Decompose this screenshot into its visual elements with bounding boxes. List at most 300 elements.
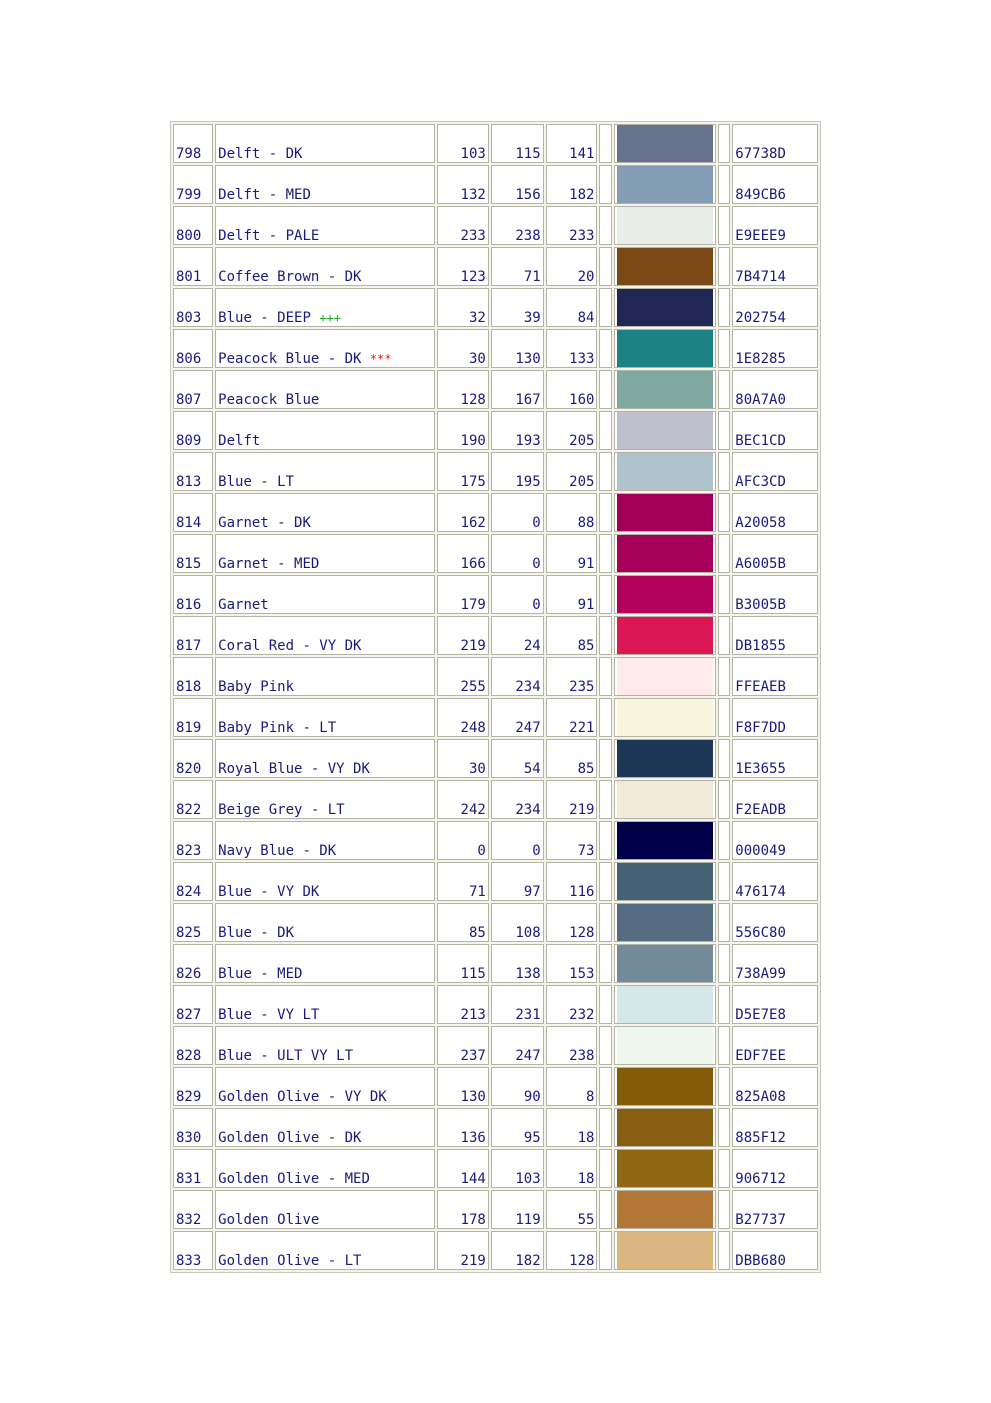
hex-code: BEC1CD (732, 411, 818, 450)
color-name-cell (215, 821, 435, 860)
thread-color-table-container (170, 121, 821, 1273)
spacer-cell (718, 821, 731, 860)
blue-value: 85 (546, 616, 598, 655)
color-name: Blue - VY DK (218, 884, 320, 900)
table-row (173, 1231, 818, 1270)
red-value: 30 (437, 739, 489, 778)
red-value: 32 (437, 288, 489, 327)
swatch-cell (614, 1067, 715, 1106)
spacer-cell (599, 862, 612, 901)
color-name: Blue - DEEP (218, 310, 311, 326)
spacer-cell (718, 165, 731, 204)
blue-value: 85 (546, 739, 598, 778)
green-value: 39 (491, 288, 544, 327)
thread-color-table (170, 121, 821, 1273)
green-value: 0 (491, 821, 544, 860)
green-value: 138 (491, 944, 544, 983)
color-name-cell (215, 493, 435, 532)
hex-code: DBB680 (732, 1231, 818, 1270)
swatch-cell (614, 903, 715, 942)
color-name: Navy Blue - DK (218, 843, 337, 859)
spacer-cell (718, 370, 731, 409)
color-name: Garnet - MED (218, 556, 320, 572)
blue-value: 18 (546, 1108, 598, 1147)
spacer-cell (599, 411, 612, 450)
thread-code: 820 (173, 739, 213, 778)
swatch-cell (614, 616, 715, 655)
red-value: 144 (437, 1149, 489, 1188)
swatch-cell (614, 780, 715, 819)
blue-value: 128 (546, 1231, 598, 1270)
spacer-cell (718, 1149, 731, 1188)
hex-code: 738A99 (732, 944, 818, 983)
color-name: Peacock Blue - DK (218, 351, 362, 367)
thread-code: 833 (173, 1231, 213, 1270)
green-value: 0 (491, 575, 544, 614)
red-asterisk-marker: *** (369, 352, 392, 366)
color-swatch (617, 781, 712, 818)
table-row (173, 944, 818, 983)
hex-code: AFC3CD (732, 452, 818, 491)
green-value: 108 (491, 903, 544, 942)
blue-value: 233 (546, 206, 598, 245)
spacer-cell (718, 411, 731, 450)
swatch-cell (614, 1026, 715, 1065)
table-row (173, 124, 818, 163)
spacer-cell (718, 1067, 731, 1106)
red-value: 115 (437, 944, 489, 983)
thread-code: 826 (173, 944, 213, 983)
spacer-cell (718, 329, 731, 368)
table-row (173, 411, 818, 450)
red-value: 233 (437, 206, 489, 245)
thread-code: 831 (173, 1149, 213, 1188)
blue-value: 235 (546, 657, 598, 696)
green-value: 97 (491, 862, 544, 901)
color-name: Royal Blue - VY DK (218, 761, 370, 777)
color-swatch (617, 576, 712, 613)
color-swatch (617, 863, 712, 900)
swatch-cell (614, 534, 715, 573)
color-name: Delft - DK (218, 146, 303, 162)
color-name: Golden Olive - LT (218, 1253, 362, 1269)
spacer-cell (599, 452, 612, 491)
blue-value: 205 (546, 452, 598, 491)
green-value: 130 (491, 329, 544, 368)
spacer-cell (718, 493, 731, 532)
table-row (173, 452, 818, 491)
spacer-cell (599, 739, 612, 778)
green-value: 71 (491, 247, 544, 286)
thread-code: 816 (173, 575, 213, 614)
thread-code: 830 (173, 1108, 213, 1147)
red-value: 130 (437, 1067, 489, 1106)
spacer-cell (599, 698, 612, 737)
color-name-cell (215, 534, 435, 573)
color-name: Blue - MED (218, 966, 303, 982)
spacer-cell (599, 534, 612, 573)
table-row (173, 780, 818, 819)
color-swatch (617, 822, 712, 859)
color-name-cell (215, 247, 435, 286)
red-value: 0 (437, 821, 489, 860)
swatch-cell (614, 493, 715, 532)
table-row (173, 370, 818, 409)
thread-code: 807 (173, 370, 213, 409)
hex-code: F2EADB (732, 780, 818, 819)
swatch-cell (614, 1108, 715, 1147)
table-row (173, 1067, 818, 1106)
thread-code: 809 (173, 411, 213, 450)
spacer-cell (718, 247, 731, 286)
thread-code: 823 (173, 821, 213, 860)
red-value: 219 (437, 1231, 489, 1270)
hex-code: EDF7EE (732, 1026, 818, 1065)
thread-code: 814 (173, 493, 213, 532)
color-name: Blue - ULT VY LT (218, 1048, 354, 1064)
hex-code: 476174 (732, 862, 818, 901)
color-swatch (617, 166, 712, 203)
color-name: Golden Olive (218, 1212, 320, 1228)
green-value: 54 (491, 739, 544, 778)
green-value: 119 (491, 1190, 544, 1229)
red-value: 162 (437, 493, 489, 532)
green-value: 156 (491, 165, 544, 204)
swatch-cell (614, 1149, 715, 1188)
blue-value: 73 (546, 821, 598, 860)
green-value: 115 (491, 124, 544, 163)
color-name-cell (215, 903, 435, 942)
color-name-cell (215, 165, 435, 204)
hex-code: FFEAEB (732, 657, 818, 696)
color-name: Golden Olive - MED (218, 1171, 370, 1187)
hex-code: 849CB6 (732, 165, 818, 204)
table-body (173, 124, 818, 1270)
spacer-cell (599, 1149, 612, 1188)
spacer-cell (718, 1190, 731, 1229)
swatch-cell (614, 1190, 715, 1229)
color-name: Beige Grey - LT (218, 802, 345, 818)
color-name: Coffee Brown - DK (218, 269, 362, 285)
hex-code: 885F12 (732, 1108, 818, 1147)
hex-code: A20058 (732, 493, 818, 532)
spacer-cell (718, 1108, 731, 1147)
color-name-cell (215, 985, 435, 1024)
color-name-cell (215, 698, 435, 737)
hex-code: F8F7DD (732, 698, 818, 737)
red-value: 128 (437, 370, 489, 409)
color-swatch (617, 248, 712, 285)
spacer-cell (599, 616, 612, 655)
thread-code: 832 (173, 1190, 213, 1229)
color-name: Blue - VY LT (218, 1007, 320, 1023)
spacer-cell (599, 493, 612, 532)
red-value: 219 (437, 616, 489, 655)
spacer-cell (718, 657, 731, 696)
spacer-cell (599, 944, 612, 983)
color-name-cell (215, 944, 435, 983)
green-value: 234 (491, 657, 544, 696)
color-name: Garnet (218, 597, 269, 613)
table-row (173, 493, 818, 532)
red-value: 255 (437, 657, 489, 696)
red-value: 103 (437, 124, 489, 163)
spacer-cell (599, 780, 612, 819)
spacer-cell (718, 1231, 731, 1270)
hex-code: 556C80 (732, 903, 818, 942)
red-value: 166 (437, 534, 489, 573)
swatch-cell (614, 862, 715, 901)
green-value: 247 (491, 1026, 544, 1065)
green-value: 238 (491, 206, 544, 245)
table-row (173, 862, 818, 901)
table-row (173, 698, 818, 737)
hex-code: D5E7E8 (732, 985, 818, 1024)
blue-value: 91 (546, 575, 598, 614)
spacer-cell (718, 944, 731, 983)
spacer-cell (599, 985, 612, 1024)
red-value: 213 (437, 985, 489, 1024)
color-name: Blue - DK (218, 925, 295, 941)
red-value: 136 (437, 1108, 489, 1147)
color-name-cell (215, 288, 435, 327)
swatch-cell (614, 124, 715, 163)
table-row (173, 247, 818, 286)
thread-code: 806 (173, 329, 213, 368)
color-name-cell (215, 1108, 435, 1147)
hex-code: 906712 (732, 1149, 818, 1188)
blue-value: 18 (546, 1149, 598, 1188)
red-value: 123 (437, 247, 489, 286)
spacer-cell (718, 862, 731, 901)
spacer-cell (599, 1026, 612, 1065)
thread-code: 825 (173, 903, 213, 942)
color-swatch (617, 986, 712, 1023)
green-value: 0 (491, 493, 544, 532)
color-name: Baby Pink (218, 679, 295, 695)
color-swatch (617, 1150, 712, 1187)
swatch-cell (614, 575, 715, 614)
blue-value: 128 (546, 903, 598, 942)
table-row (173, 616, 818, 655)
color-swatch (617, 699, 712, 736)
table-row (173, 903, 818, 942)
blue-value: 88 (546, 493, 598, 532)
spacer-cell (599, 1108, 612, 1147)
table-row (173, 288, 818, 327)
color-swatch (617, 1191, 712, 1228)
swatch-cell (614, 944, 715, 983)
spacer-cell (599, 206, 612, 245)
color-swatch (617, 125, 712, 162)
color-name-cell (215, 616, 435, 655)
color-swatch (617, 945, 712, 982)
green-value: 103 (491, 1149, 544, 1188)
color-swatch (617, 617, 712, 654)
color-swatch (617, 412, 712, 449)
red-value: 178 (437, 1190, 489, 1229)
table-row (173, 1149, 818, 1188)
color-name: Coral Red - VY DK (218, 638, 362, 654)
color-name-cell (215, 780, 435, 819)
color-swatch (617, 1109, 712, 1146)
color-name: Delft - PALE (218, 228, 320, 244)
color-name-cell (215, 1231, 435, 1270)
table-row (173, 985, 818, 1024)
swatch-cell (614, 165, 715, 204)
color-swatch (617, 658, 712, 695)
spacer-cell (599, 1190, 612, 1229)
color-name-cell (215, 1067, 435, 1106)
swatch-cell (614, 288, 715, 327)
spacer-cell (718, 780, 731, 819)
blue-value: 55 (546, 1190, 598, 1229)
red-value: 71 (437, 862, 489, 901)
table-row (173, 575, 818, 614)
table-row (173, 206, 818, 245)
spacer-cell (599, 247, 612, 286)
color-swatch (617, 207, 712, 244)
green-value: 182 (491, 1231, 544, 1270)
table-row (173, 657, 818, 696)
color-swatch (617, 494, 712, 531)
color-swatch (617, 904, 712, 941)
red-value: 190 (437, 411, 489, 450)
color-swatch (617, 1027, 712, 1064)
color-name: Blue - LT (218, 474, 295, 490)
spacer-cell (599, 370, 612, 409)
swatch-cell (614, 452, 715, 491)
blue-value: 221 (546, 698, 598, 737)
green-value: 24 (491, 616, 544, 655)
hex-code: A6005B (732, 534, 818, 573)
color-swatch (617, 289, 712, 326)
color-swatch (617, 535, 712, 572)
color-name-cell (215, 124, 435, 163)
hex-code: 000049 (732, 821, 818, 860)
hex-code: 80A7A0 (732, 370, 818, 409)
color-name-cell (215, 1190, 435, 1229)
spacer-cell (599, 1067, 612, 1106)
hex-code: 825A08 (732, 1067, 818, 1106)
hex-code: 67738D (732, 124, 818, 163)
spacer-cell (718, 288, 731, 327)
spacer-cell (599, 821, 612, 860)
color-name-cell (215, 370, 435, 409)
table-row (173, 1026, 818, 1065)
thread-code: 824 (173, 862, 213, 901)
color-name: Baby Pink - LT (218, 720, 337, 736)
hex-code: B3005B (732, 575, 818, 614)
color-name: Delft - MED (218, 187, 311, 203)
color-name-cell (215, 657, 435, 696)
thread-code: 799 (173, 165, 213, 204)
color-swatch (617, 453, 712, 490)
red-value: 248 (437, 698, 489, 737)
thread-code: 818 (173, 657, 213, 696)
thread-code: 798 (173, 124, 213, 163)
color-name: Delft (218, 433, 261, 449)
color-name-cell (215, 329, 435, 368)
hex-code: E9EEE9 (732, 206, 818, 245)
spacer-cell (599, 575, 612, 614)
thread-code: 800 (173, 206, 213, 245)
red-value: 237 (437, 1026, 489, 1065)
color-name-cell (215, 739, 435, 778)
color-swatch (617, 1232, 712, 1269)
swatch-cell (614, 657, 715, 696)
blue-value: 153 (546, 944, 598, 983)
green-value: 95 (491, 1108, 544, 1147)
green-value: 247 (491, 698, 544, 737)
green-value: 195 (491, 452, 544, 491)
color-name-cell (215, 411, 435, 450)
swatch-cell (614, 411, 715, 450)
red-value: 175 (437, 452, 489, 491)
spacer-cell (718, 452, 731, 491)
hex-code: 1E3655 (732, 739, 818, 778)
table-row (173, 821, 818, 860)
blue-value: 91 (546, 534, 598, 573)
thread-code: 827 (173, 985, 213, 1024)
thread-code: 801 (173, 247, 213, 286)
hex-code: B27737 (732, 1190, 818, 1229)
spacer-cell (599, 165, 612, 204)
table-row (173, 1190, 818, 1229)
swatch-cell (614, 821, 715, 860)
spacer-cell (718, 739, 731, 778)
green-value: 234 (491, 780, 544, 819)
spacer-cell (599, 124, 612, 163)
blue-value: 116 (546, 862, 598, 901)
green-value: 90 (491, 1067, 544, 1106)
color-name: Golden Olive - VY DK (218, 1089, 387, 1105)
hex-code: DB1855 (732, 616, 818, 655)
green-value: 167 (491, 370, 544, 409)
swatch-cell (614, 206, 715, 245)
green-value: 0 (491, 534, 544, 573)
blue-value: 232 (546, 985, 598, 1024)
thread-code: 815 (173, 534, 213, 573)
blue-value: 219 (546, 780, 598, 819)
table-row (173, 165, 818, 204)
color-swatch (617, 330, 712, 367)
table-row (173, 1108, 818, 1147)
swatch-cell (614, 698, 715, 737)
swatch-cell (614, 247, 715, 286)
color-name: Golden Olive - DK (218, 1130, 362, 1146)
color-swatch (617, 740, 712, 777)
green-value: 193 (491, 411, 544, 450)
color-name-cell (215, 1149, 435, 1188)
spacer-cell (718, 698, 731, 737)
green-plus-marker: +++ (319, 311, 341, 325)
color-name: Peacock Blue (218, 392, 320, 408)
thread-code: 822 (173, 780, 213, 819)
blue-value: 84 (546, 288, 598, 327)
spacer-cell (599, 329, 612, 368)
color-name: Garnet - DK (218, 515, 311, 531)
blue-value: 133 (546, 329, 598, 368)
blue-value: 238 (546, 1026, 598, 1065)
spacer-cell (718, 534, 731, 573)
color-name-cell (215, 575, 435, 614)
color-swatch (617, 371, 712, 408)
spacer-cell (599, 657, 612, 696)
red-value: 242 (437, 780, 489, 819)
color-swatch (617, 1068, 712, 1105)
spacer-cell (718, 985, 731, 1024)
